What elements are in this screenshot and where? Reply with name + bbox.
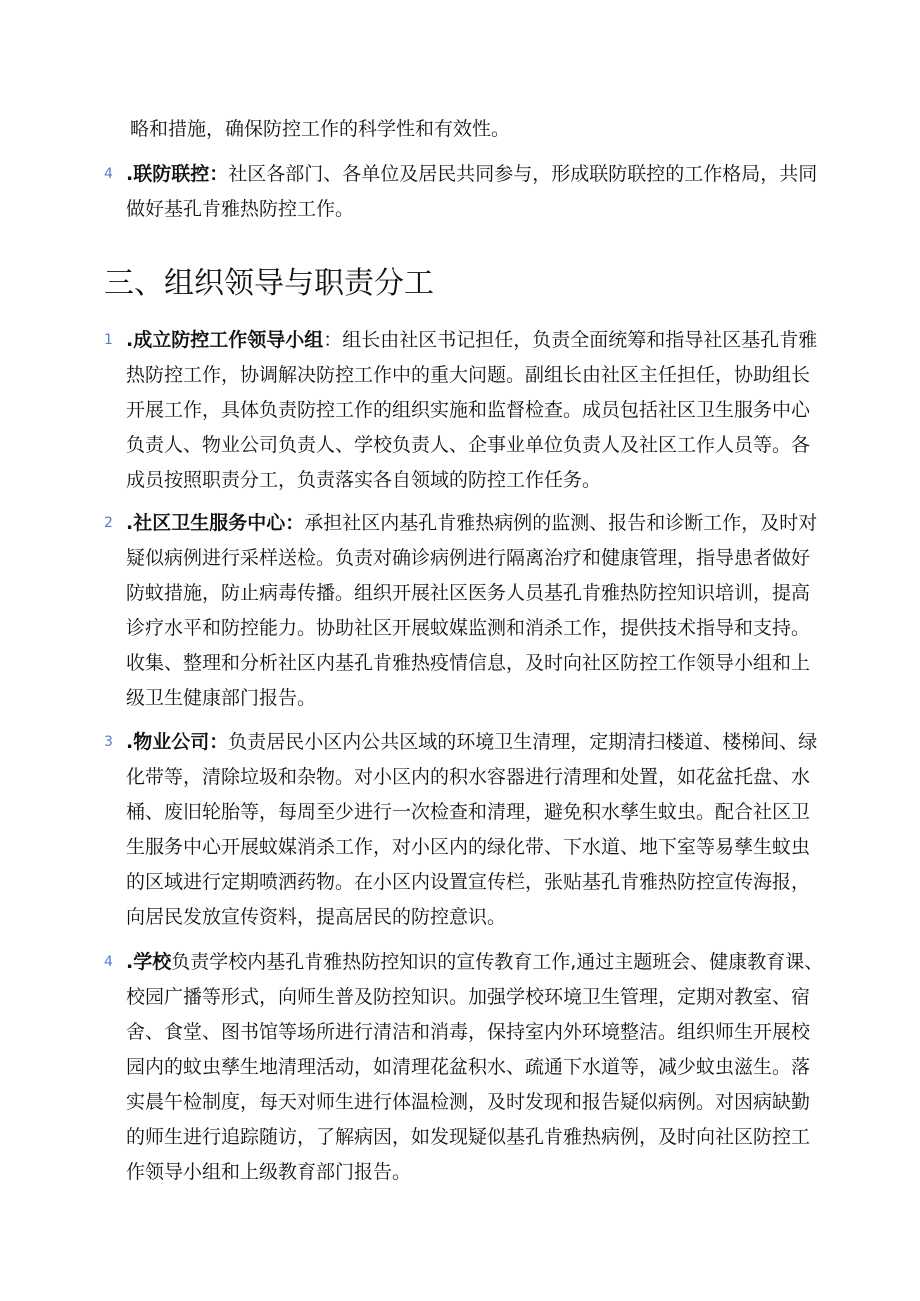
list-item-body: [126, 725, 826, 935]
list-item-text: 负责学校内基孔肯雅热防控知识的宣传教育工作,通过主题班会、健康教育课、校园广播等形式，向师生普及防控知识。加强学校环境卫生管理，定期对教室、宿舍、食堂、图书馆等场所进行清洁和消毒，保持室内外环境整洁。组织师生开展校园内的蚊虫孳生地清理活动，如清理花盆积水、疏通下水道等，减少蚊虫滋生。落实晨午检制度，每天对师生进行体温检测，及时发现和报告疑似病例。对因病缺勤的师生进行追踪随访，了解病因，如发现疑似基孔肯雅热病例，及时向社区防控工作领导小组和上级教育部门报告。: [126, 951, 824, 1183]
section-heading: 三、组织领导与职责分工: [104, 266, 434, 301]
list-item-lead: .联防联控：: [126, 163, 229, 185]
list-item-body: [126, 945, 826, 1190]
list-item-body: [126, 157, 826, 227]
list-number: 4: [104, 954, 113, 970]
list-item-text: 承担社区内基孔肯雅热病例的监测、报告和诊断工作，及时对疑似病例进行采样送检。负责对确诊病例进行隔离治疗和健康管理，指导患者做好防蚊措施，防止病毒传播。组织开展社区医务人员基孔肯雅热防控知识培训，提高诊疗水平和防控能力。协助社区开展蚊媒监测和消杀工作，提供技术指导和支持。收集、整理和分析社区内基孔肯雅热疫情信息，及时向社区防控工作领导小组和上级卫生健康部门报告。: [126, 512, 818, 709]
list-item-body: [126, 506, 826, 716]
list-item-text: 负责居民小区内公共区域的环境卫生清理，定期清扫楼道、楼梯间、绿化带等，清除垃圾和杂物。对小区内的积水容器进行清理和处置，如花盆托盘、水桶、废旧轮胎等，每周至少进行一次检查和清理，避免积水孳生蚊虫。配合社区卫生服务中心开展蚊媒消杀工作，对小区内的绿化带、下水道、地下室等易孳生蚊虫的区域进行定期喷洒药物。在小区内设置宣传栏，张贴基孔肯雅热防控宣传海报，向居民发放宣传资料，提高居民的防控意识。: [126, 731, 818, 928]
list-item-lead: .物业公司：: [126, 731, 229, 753]
list-item-text: ：组长由社区书记担任，负责全面统筹和指导社区基孔肯雅热防控工作，协调解决防控工作中的重大问题。副组长由社区主任担任，协助组长开展工作，具体负责防控工作的组织实施和监督检查。成员包括社区卫生服务中心负责人、物业公司负责人、学校负责人、企事业单位负责人及社区工作人员等。各成员按照职责分工，负责落实各自领域的防控工作任务。: [126, 329, 818, 491]
list-number: 2: [104, 515, 113, 531]
list-item-lead: .成立防控工作领导小组: [126, 329, 324, 351]
list-item-lead: .社区卫生服务中心：: [126, 512, 305, 534]
list-number: 3: [104, 734, 113, 750]
list-item-text: 社区各部门、各单位及居民共同参与，形成联防联控的工作格局，共同做好基孔肯雅热防控工作。: [126, 163, 818, 220]
list-item-body: [126, 323, 826, 498]
list-number: 1: [104, 332, 113, 348]
previous-paragraph-continuation: 略和措施，确保防控工作的科学性和有效性。: [130, 118, 511, 140]
list-item-lead: .学校: [126, 951, 172, 973]
list-number: 4: [104, 166, 113, 182]
